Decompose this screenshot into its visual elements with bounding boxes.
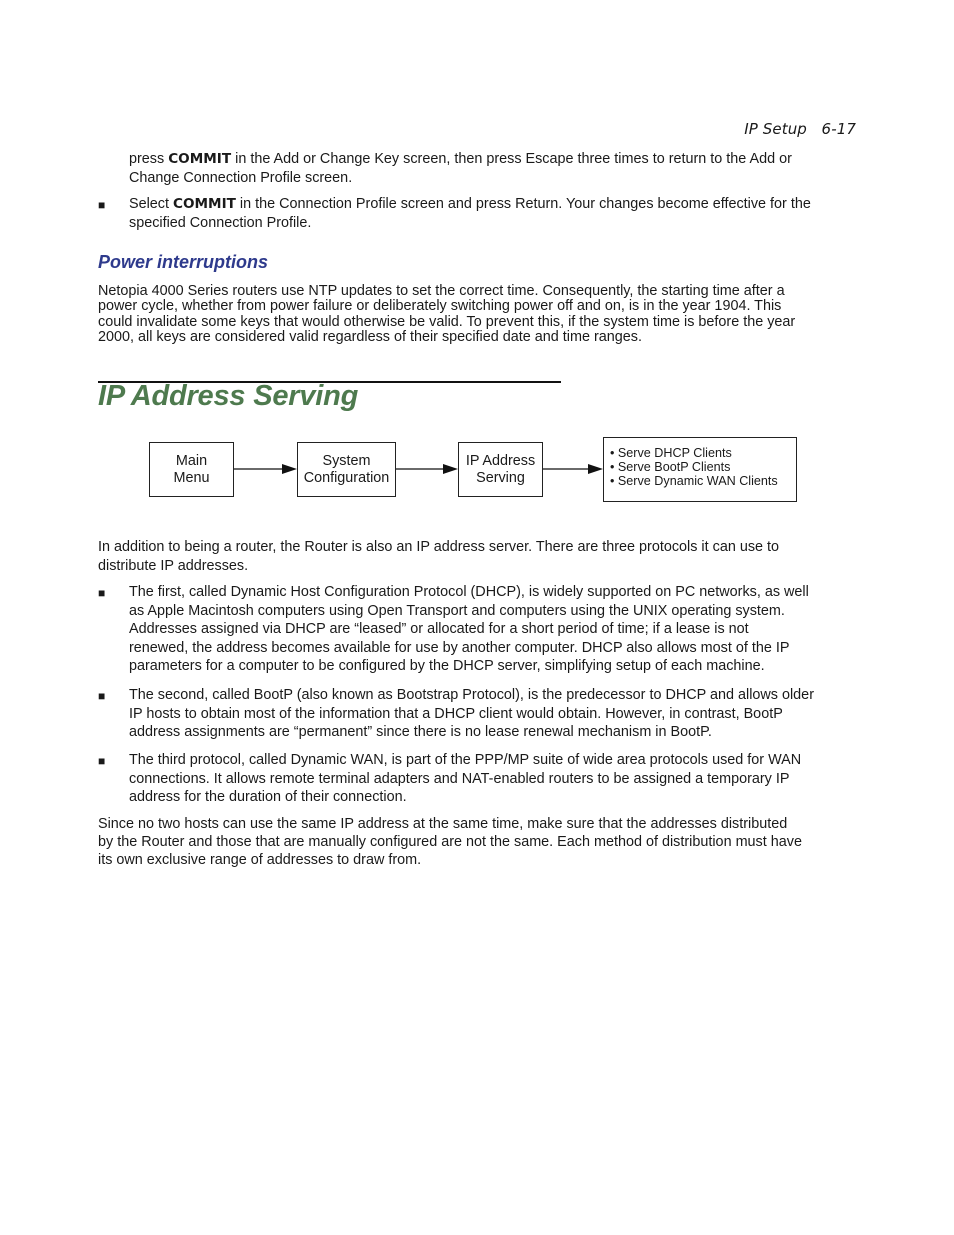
bullet-marker: ■ — [98, 754, 106, 768]
continued-line-1: press COMMIT in the Add or Change Key screen, then press Escape three times to return to the Add or — [129, 151, 792, 167]
closing-line-3: its own exclusive range of addresses to draw from. — [98, 851, 422, 868]
bullet-wan-line: address for the duration of their connection. — [129, 789, 407, 806]
diagram-arrow-2 — [396, 462, 459, 476]
diagram-arrow-3 — [543, 462, 604, 476]
running-header — [744, 120, 856, 138]
bullet-select-commit — [129, 195, 811, 232]
bullet-wan-line: The third protocol, called Dynamic WAN, is part of the PPP/MP suite of wide area protocols used for WAN — [129, 752, 802, 768]
diagram-box-serving-options — [603, 437, 797, 502]
header-section: IP Setup — [744, 120, 807, 138]
diagram-box-ip-address-serving: IP Address Serving — [458, 442, 543, 497]
bullet-bootp-line: address assignments are “permanent” since there is no lease renewal mechanism in BootP. — [129, 724, 712, 741]
bullet-dhcp-line: parameters for a computer to be configured by the DHCP server, simplifying setup of each machine. — [129, 658, 765, 675]
continued-line-2: Change Connection Profile screen. — [129, 169, 353, 186]
bullet-dhcp — [129, 583, 809, 676]
power-line-1: Netopia 4000 Series routers use NTP updates to set the correct time. Consequently, the starting time after a — [98, 283, 785, 299]
bullet-marker: ■ — [98, 689, 106, 703]
intro-line-1: In addition to being a router, the Router is also an IP address server. There are three protocols it can use to — [98, 539, 780, 555]
bullet-marker: ■ — [98, 198, 106, 212]
diagram-arrow-1 — [234, 462, 298, 476]
chapter-heading-ip-serving: IP Address Serving — [98, 380, 359, 412]
header-page-number: 6-17 — [821, 120, 856, 138]
bullet-wan-line: connections. It allows remote terminal adapters and NAT-enabled routers to be assigned a temporary IP — [129, 770, 790, 787]
bullet-select-line-2: specified Connection Profile. — [129, 214, 312, 231]
bullet-dynamic-wan — [129, 751, 801, 807]
option-bootp-clients: • Serve BootP Clients — [610, 460, 731, 474]
bullet-bootp — [129, 686, 814, 742]
closing-line-2: by the Router and those that are manually configured are not the same. Each method of distribution must have — [98, 833, 802, 850]
continued-paragraph — [129, 150, 792, 187]
power-paragraph — [98, 284, 795, 345]
bullet-dhcp-line: The first, called Dynamic Host Configuration Protocol (DHCP), is widely supported on PC networks, as well — [129, 584, 809, 600]
section-heading-power: Power interruptions — [98, 252, 269, 272]
bullet-bootp-line: IP hosts to obtain most of the information that a DHCP client would obtain. However, in contrast, BootP — [129, 705, 783, 722]
bullet-dhcp-line: renewed, the address becomes available for use by another computer. DHCP also allows most of the IP — [129, 639, 790, 656]
diagram-box-main-menu: Main Menu — [149, 442, 234, 497]
ip-serving-closing — [98, 816, 802, 869]
intro-line-2: distribute IP addresses. — [98, 557, 249, 574]
ip-serving-intro — [98, 538, 779, 575]
bullet-marker: ■ — [98, 586, 106, 600]
bullet-dhcp-line: Addresses assigned via DHCP are “leased” or allocated for a short period of time; if a lease is not — [129, 621, 749, 638]
option-dynamic-wan-clients: • Serve Dynamic WAN Clients — [610, 474, 778, 488]
power-line-4: 2000, all keys are considered valid regardless of their specified date and time ranges. — [98, 328, 642, 345]
diagram-box-system-configuration: System Configuration — [297, 442, 396, 497]
bullet-dhcp-line: as Apple Macintosh computers using Open Transport and computers using the UNIX operating system. — [129, 602, 785, 619]
bullet-bootp-line: The second, called BootP (also known as Bootstrap Protocol), is the predecessor to DHCP and allows older — [129, 687, 814, 703]
bullet-select-line-1: Select COMMIT in the Connection Profile screen and press Return. Your changes become effective for the — [129, 196, 811, 212]
power-line-3: could invalidate some keys that would otherwise be valid. To prevent this, if the system time is before the year — [98, 313, 796, 330]
power-line-2: power cycle, whether from power failure or deliberately switching power off and on, is in the year 1904. This — [98, 298, 782, 315]
option-dhcp-clients: • Serve DHCP Clients — [610, 446, 732, 460]
closing-line-1: Since no two hosts can use the same IP address at the same time, make sure that the addresses distributed — [98, 816, 788, 832]
